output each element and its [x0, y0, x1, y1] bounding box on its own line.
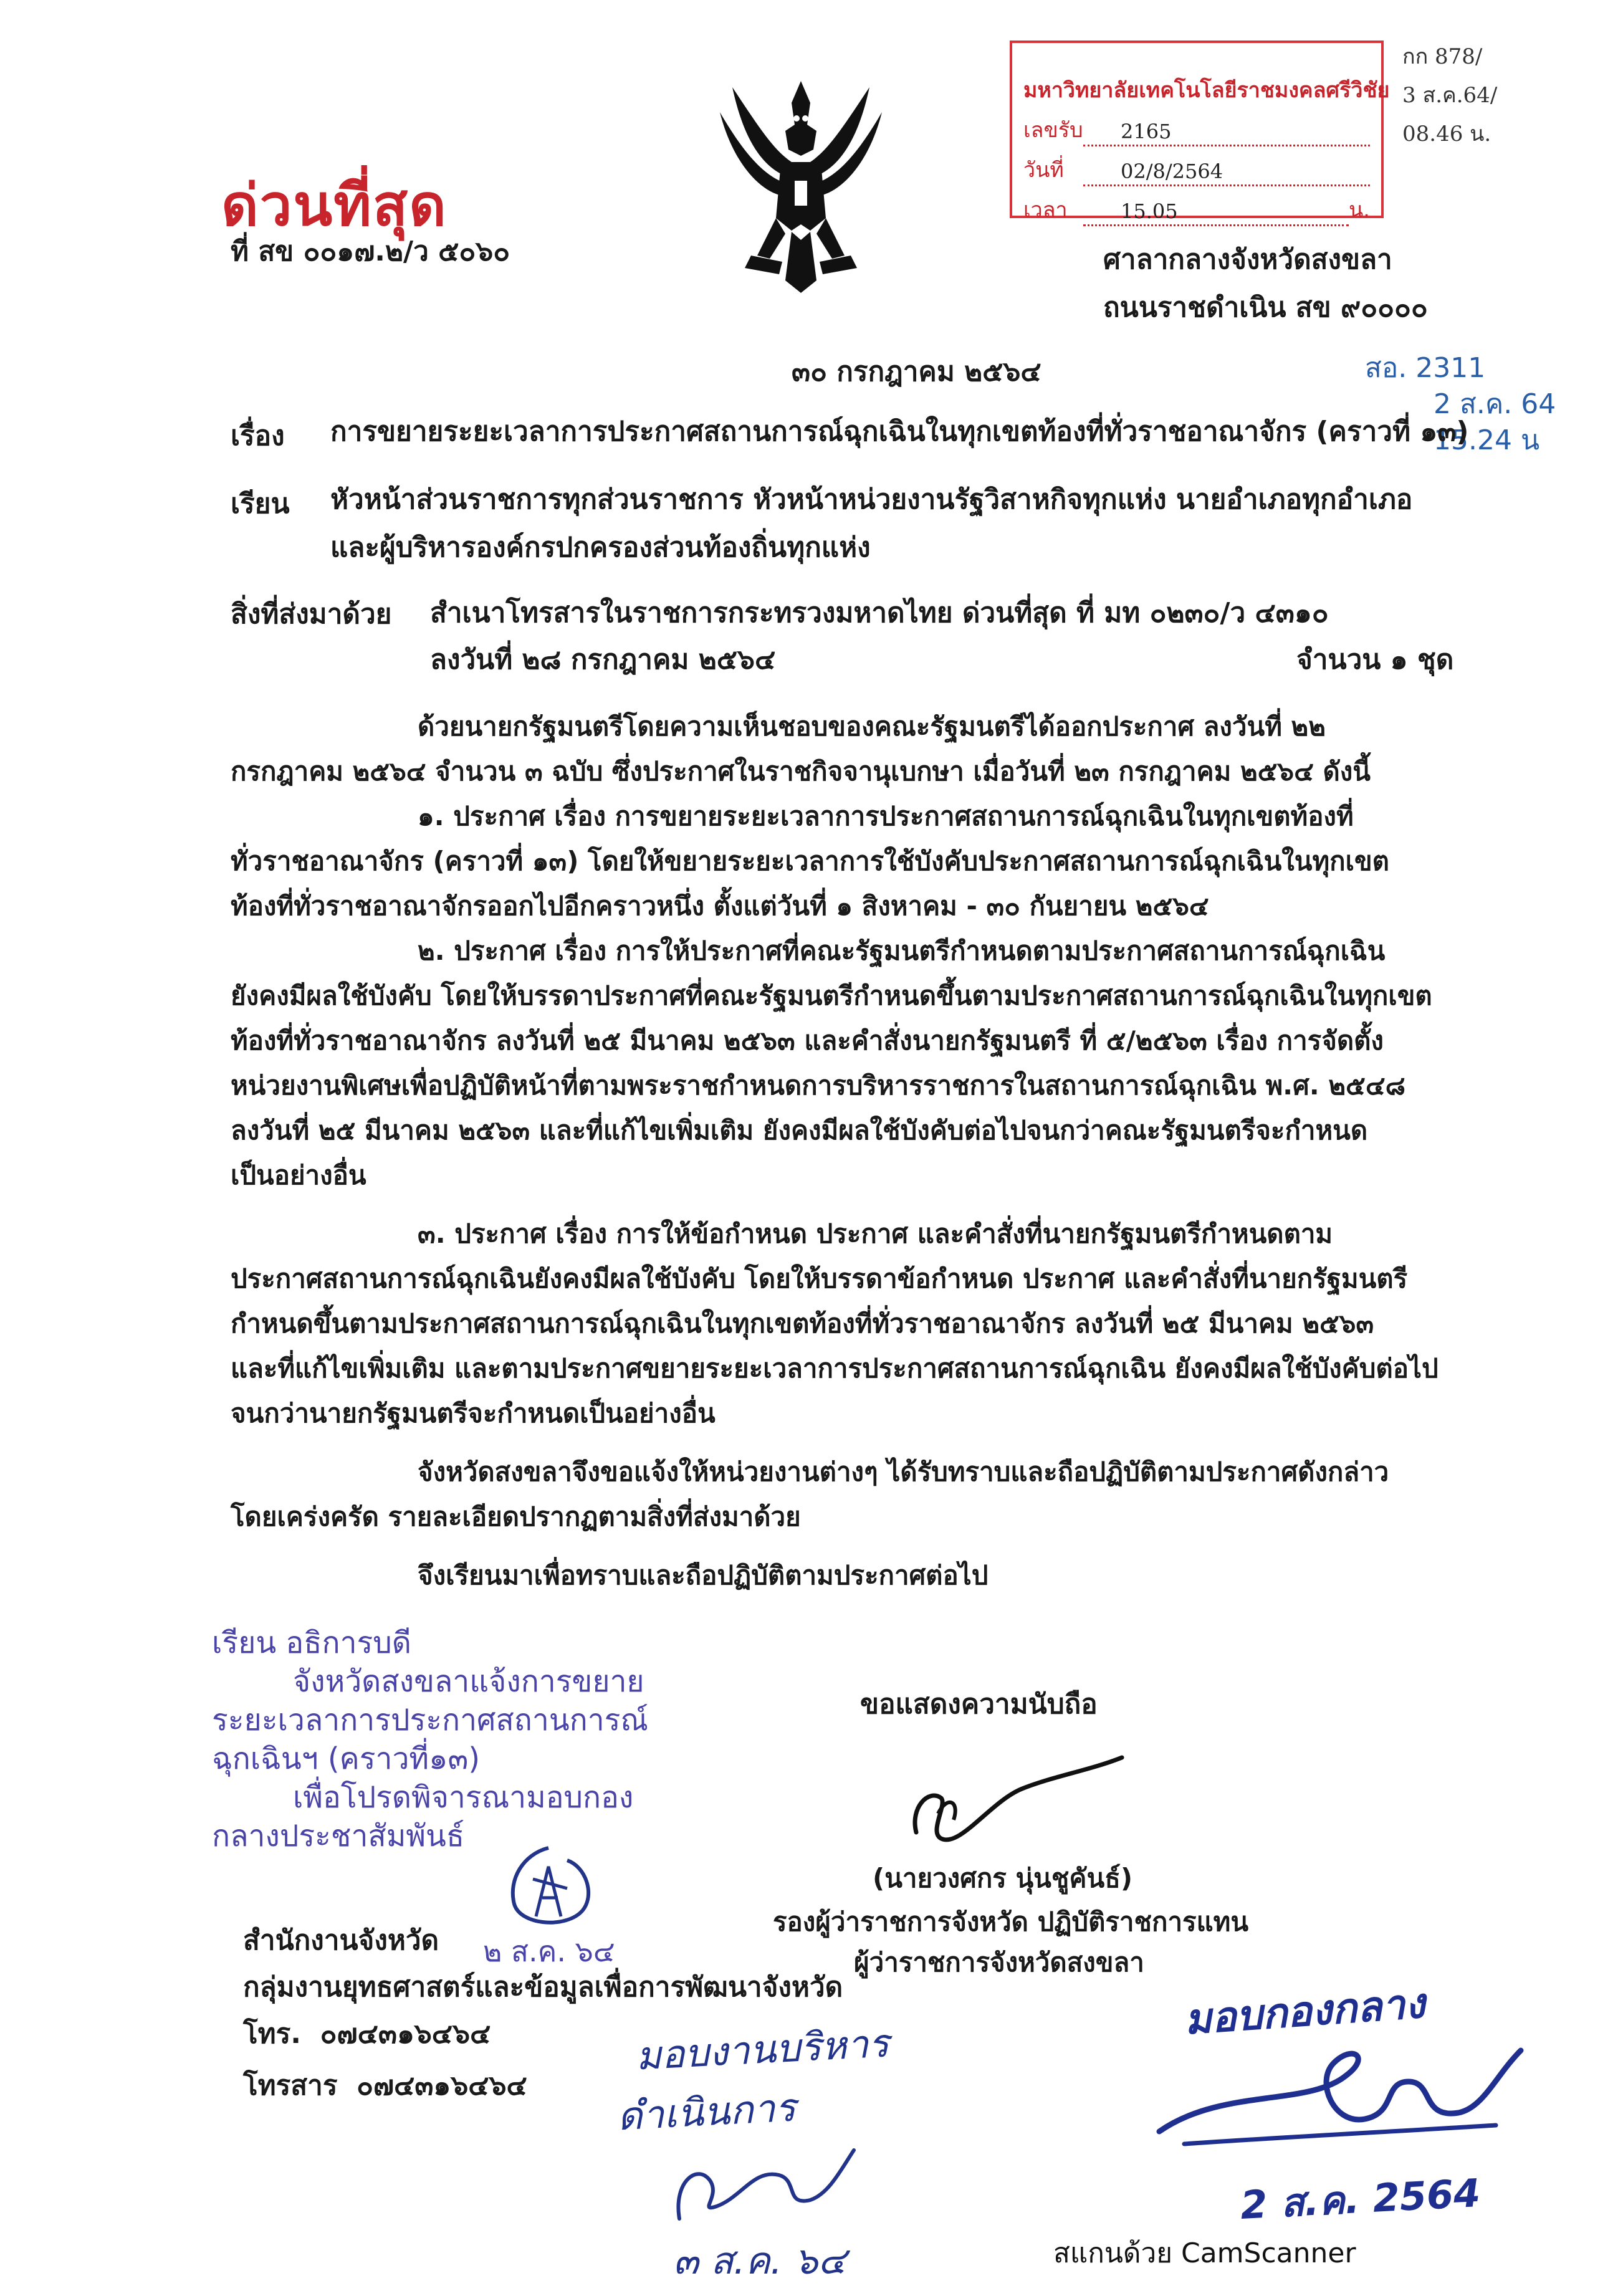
fax-number: ๐๗๔๓๑๖๔๖๔: [357, 2070, 527, 2102]
enclosure-count: จำนวน ๑ ชุด: [1296, 644, 1454, 676]
official-signature: [904, 1739, 1128, 1863]
closing-line: จึงเรียนมาเพื่อทราบและถือปฏิบัติตามประกาศต่อไป: [418, 1560, 989, 1590]
item-3-line: กำหนดขึ้นตามประกาศสถานการณ์ฉุกเฉินในทุกเขตท้องที่ทั่วราชอาณาจักร ลงวันที่ ๒๕ มีนาคม ๒๕๖๓: [231, 1308, 1374, 1339]
intro-line: กรกฎาคม ๒๕๖๔ จำนวน ๓ ฉบับ ซึ่งประกาศในราชกิจจานุเบกษา เมื่อวันที่ ๒๓ กรกฎาคม ๒๕๖๔ ดังนี้: [231, 756, 1371, 787]
item-1-line: ทั่วราชอาณาจักร (คราวที่ ๑๓) โดยให้ขยายระยะเวลาการใช้บังคับประกาศสถานการณ์ฉุกเฉินในทุกเขต: [231, 846, 1389, 876]
garuda-emblem: [707, 69, 894, 305]
receipt-note-line: กก 878/: [1402, 44, 1483, 69]
memo-line: ฉุกเฉินฯ (คราวที่๑๓): [212, 1741, 481, 1776]
office-address: ถนนราชดำเนิน สข ๙๐๐๐๐: [1103, 292, 1428, 323]
subject-text: การขยายระยะเวลาการประกาศสถานการณ์ฉุกเฉินในทุกเขตท้องที่ทั่วราชอาณาจักร (คราวที่ ๑๓): [330, 416, 1469, 447]
memo-line: จังหวัดสงขลาแจ้งการขยาย: [293, 1664, 644, 1699]
notify-line: โดยเคร่งครัด รายละเอียดปรากฏตามสิ่งที่ส่งมาด้วย: [231, 1501, 801, 1532]
handwritten-assign-2: ดำเนินการ: [616, 2084, 797, 2140]
so-stamp-number: สอ. 2311: [1365, 352, 1486, 384]
memo-signature: [499, 1842, 598, 1935]
item-2-line: หน่วยงานพิเศษเพื่อปฏิบัติหน้าที่ตามพระราชกำหนดการบริหารราชการในสถานการณ์ฉุกเฉิน พ.ศ. ๒๕๔๘: [231, 1070, 1406, 1101]
stamp-time-value: 15.05: [1083, 199, 1349, 226]
memo-note: [212, 1624, 648, 1855]
so-stamp-date: 2 ส.ค. 64: [1434, 388, 1556, 420]
notify-line: จังหวัดสงขลาจึงขอแจ้งให้หน่วยงานต่างๆ ได้รับทราบและถือปฏิบัติตามประกาศดังกล่าว: [418, 1457, 1389, 1487]
subject-label: เรื่อง: [231, 420, 285, 452]
intro-line: ด้วยนายกรัฐมนตรีโดยความเห็นชอบของคณะรัฐมนตรีได้ออกประกาศ ลงวันที่ ๒๒: [418, 711, 1326, 742]
stamp-date-row: [1023, 153, 1370, 186]
stamp-time-unit: น.: [1348, 198, 1370, 222]
document-number: ที่ สข ๐๐๑๗.๒/ว ๕๐๖๐: [231, 236, 510, 267]
signer-name: (นายวงศกร นุ่นชูคันธ์): [873, 1863, 1133, 1893]
signer-position-2: ผู้ว่าราชการจังหวัดสงขลา: [854, 1947, 1144, 1978]
receipt-note-line: 3 ส.ค.64/: [1402, 83, 1498, 108]
item-2-line: ท้องที่ทั่วราชอาณาจักร ลงวันที่ ๒๕ มีนาคม ๒๕๖๓ และคำสั่งนายกรัฐมนตรี ที่ ๕/๒๕๖๓ เรื่อง การจัดตั้ง: [231, 1025, 1384, 1056]
stamp-date-label: วันที่: [1023, 158, 1064, 183]
office-name: ศาลากลางจังหวัดสงขลา: [1103, 244, 1392, 275]
urgency-label: ด่วนที่สุด: [221, 172, 448, 239]
handwritten-assign-1: มอบงานบริหาร: [634, 2020, 891, 2079]
camscanner-watermark: สแกนด้วย CamScanner: [1053, 2237, 1356, 2269]
tel-number: ๐๗๔๓๑๖๔๖๔: [320, 2018, 491, 2050]
item-2-line: ยังคงมีผลใช้บังคับ โดยให้บรรดาประกาศที่คณะรัฐมนตรีกำหนดขึ้นตามประกาศสถานการณ์ฉุกเฉินในทุกเขต: [231, 980, 1432, 1011]
enclosure-line2: ลงวันที่ ๒๘ กรกฎาคม ๒๕๖๔: [430, 644, 776, 676]
tel-label: โทร.: [243, 2018, 301, 2050]
stamp-university-name: มหาวิทยาลัยเทคโนโลยีราชมงคลศรีวิชัย: [1023, 78, 1390, 103]
stamp-receive-number-row: [1023, 113, 1370, 146]
receipt-note: [1402, 37, 1497, 153]
handwritten-signature-3: [1147, 2038, 1546, 2181]
item-1-line: ๑. ประกาศ เรื่อง การขยายระยะเวลาการประกาศสถานการณ์ฉุกเฉินในทุกเขตท้องที่: [418, 801, 1354, 831]
letter-body: [231, 704, 1452, 1598]
handwritten-right-date: 2 ส.ค. 2564: [1239, 2169, 1482, 2229]
footer-tel: [243, 2016, 491, 2052]
handwritten-right-note: มอบกองกลาง: [1182, 1979, 1427, 2044]
stamp-date-value: 02/8/2564: [1083, 160, 1370, 186]
memo-line: เรียน อธิการบดี: [212, 1625, 411, 1660]
memo-line: ระยะเวลาการประกาศสถานการณ์: [212, 1703, 648, 1738]
enclosure-line1: สำเนาโทรสารในราชการกระทรวงมหาดไทย ด่วนที่สุด ที่ มท ๐๒๓๐/ว ๔๓๑๐: [430, 597, 1329, 629]
signer-position-1: รองผู้ว่าราชการจังหวัด ปฏิบัติราชการแทน: [773, 1906, 1249, 1937]
fax-label: โทรสาร: [243, 2070, 338, 2102]
addressee-line1: หัวหน้าส่วนราชการทุกส่วนราชการ หัวหน้าหน่วยงานรัฐวิสาหกิจทุกแห่ง นายอำเภอทุกอำเภอ: [330, 484, 1413, 515]
footer-fax: [243, 2068, 527, 2104]
item-2-line: ๒. ประกาศ เรื่อง การให้ประกาศที่คณะรัฐมนตรีกำหนดตามประกาศสถานการณ์ฉุกเฉิน: [418, 935, 1386, 966]
item-1-line: ท้องที่ทั่วราชอาณาจักรออกไปอีกคราวหนึ่ง ตั้งแต่วันที่ ๑ สิงหาคม - ๓๐ กันยายน ๒๕๖๔: [231, 891, 1209, 921]
item-2-line: เป็นอย่างอื่น: [231, 1160, 366, 1190]
handwritten-assign-date: ๓ ส.ค. ๖๔: [673, 2239, 846, 2283]
stamp-time-label: เวลา: [1023, 198, 1068, 222]
enclosure-label: สิ่งที่ส่งมาด้วย: [231, 598, 392, 630]
memo-line: เพื่อโปรดพิจารณามอบกอง: [293, 1780, 634, 1815]
item-3-line: จนกว่านายกรัฐมนตรีจะกำหนดเป็นอย่างอื่น: [231, 1398, 716, 1428]
document-date: ๓๐ กรกฎาคม ๒๕๖๔: [792, 356, 1041, 388]
item-3-line: ประกาศสถานการณ์ฉุกเฉินยังคงมีผลใช้บังคับ โดยให้บรรดาข้อกำหนด ประกาศ และคำสั่งที่นายกรัฐมนตรี: [231, 1263, 1408, 1294]
so-stamp-time: 15.24 น: [1434, 424, 1540, 456]
item-3-line: ๓. ประกาศ เรื่อง การให้ข้อกำหนด ประกาศ และคำสั่งที่นายกรัฐมนตรีกำหนดตาม: [418, 1218, 1333, 1249]
receive-stamp: [1010, 41, 1390, 223]
stamp-receive-number-label: เลขรับ: [1023, 118, 1083, 143]
item-3-line: และที่แก้ไขเพิ่มเติม และตามประกาศขยายระยะเวลาการประกาศสถานการณ์ฉุกเฉิน ยังคงมีผลใช้บังคับต่อไป: [231, 1353, 1439, 1384]
memo-date: ๒ ส.ค. ๖๔: [483, 1935, 615, 1968]
handwritten-signature-2: [661, 2144, 860, 2231]
footer-group: กลุ่มงานยุทธศาสตร์และข้อมูลเพื่อการพัฒนาจังหวัด: [243, 1971, 843, 2003]
addressee-label: เรียน: [231, 488, 290, 520]
regards-text: ขอแสดงความนับถือ: [860, 1688, 1098, 1720]
item-2-line: ลงวันที่ ๒๕ มีนาคม ๒๕๖๓ และที่แก้ไขเพิ่มเติม ยังคงมีผลใช้บังคับต่อไปจนกว่าคณะรัฐมนตรีจะกำหนด: [231, 1115, 1368, 1146]
receipt-note-line: 08.46 น.: [1402, 122, 1491, 146]
memo-line: กลางประชาสัมพันธ์: [212, 1819, 465, 1854]
stamp-receive-number-value: 2165: [1083, 120, 1370, 146]
stamp-time-row: [1023, 193, 1370, 226]
footer-office: สำนักงานจังหวัด: [243, 1925, 439, 1956]
addressee-line2: และผู้บริหารองค์กรปกครองส่วนท้องถิ่นทุกแห่ง: [330, 532, 871, 563]
